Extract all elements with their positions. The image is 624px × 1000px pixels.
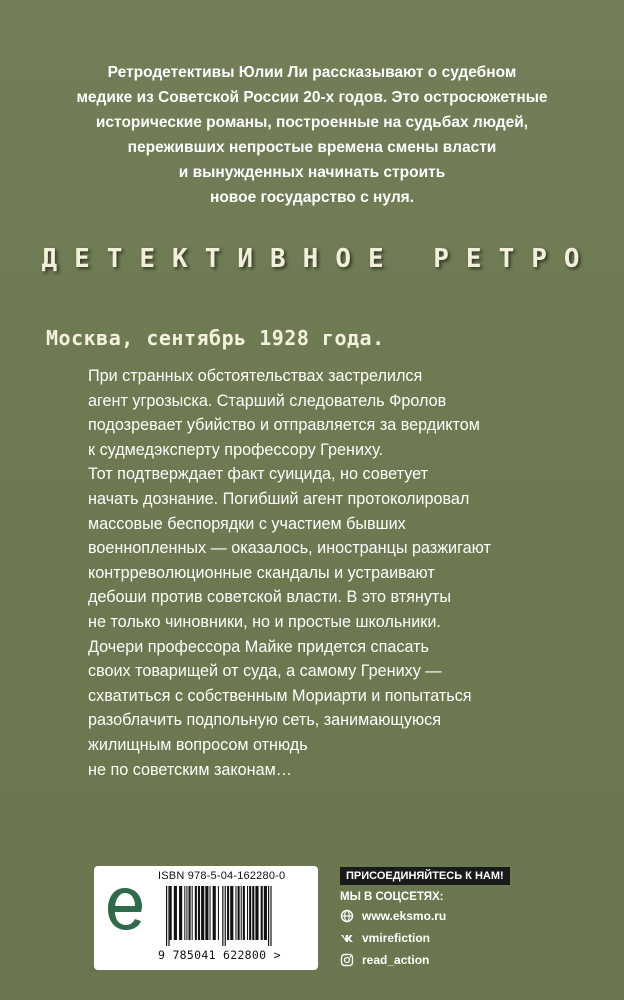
social-item-label: read_action [362, 953, 430, 967]
barcode-bar [170, 886, 172, 940]
blurb-line: Ретродетективы Юлии Ли рассказывают о судебном [107, 64, 517, 81]
vk-icon [340, 931, 354, 945]
barcode-bar [195, 886, 197, 940]
barcode-bar [227, 886, 229, 940]
isbn-barcode-box [94, 866, 318, 970]
publisher-logo-icon [106, 882, 144, 936]
barcode-bar [218, 886, 219, 940]
blurb-line: и вынужденных начинать строить [178, 164, 446, 181]
story-line: При странных обстоятельствах застрелился [88, 367, 423, 385]
social-item-label: www.eksmo.ru [362, 909, 447, 923]
story-line: массовые беспорядки с участием бывших [88, 514, 406, 533]
story-line: агент угрозыска. Старший следователь Фролов [88, 391, 447, 410]
barcode-bar [179, 886, 182, 940]
place-date-heading: Москва, сентябрь 1928 года. [46, 326, 385, 350]
barcode-bar [238, 886, 240, 940]
story-line: начать дознание. Погибший агент протоколировал [88, 489, 470, 508]
social-block [340, 866, 530, 969]
join-us-banner: ПРИСОЕДИНЯЙТЕСЬ К НАМ! [340, 867, 510, 885]
barcode-bar [241, 886, 242, 940]
story-line: не только чиновники, но и простые школьники. [88, 612, 441, 631]
barcode-bar [205, 886, 208, 940]
series-blurb [60, 60, 564, 210]
blurb-line: новое государство с нуля. [209, 189, 415, 206]
blurb-line: переживших непростые времена смены власти [127, 139, 497, 156]
blurb-line: исторические романы, построенные на судьбах людей, [95, 114, 529, 131]
barcode-bar [222, 886, 223, 946]
story-summary [88, 364, 578, 782]
barcode-bar [243, 886, 245, 940]
barcode-bar [264, 886, 267, 940]
isbn-label: ISBN 978-5-04-162280-0 [158, 870, 286, 882]
barcode-bar [184, 886, 185, 940]
story-line: не по советским законам… [88, 760, 292, 779]
barcode-bar [168, 886, 169, 946]
story-line: своих товарищей от суда, а самому Грениху — [88, 662, 442, 681]
social-item-instagram[interactable] [340, 951, 530, 969]
barcode-bar [213, 886, 216, 940]
story-line: к судмедэксперту профессору Грениху. [88, 440, 384, 459]
barcode-bar [225, 886, 226, 946]
barcode-bar [270, 886, 271, 946]
story-line: разоблачить подпольную сеть, занимающуюся [88, 711, 442, 730]
barcode-bar [210, 886, 211, 940]
barcode-bar [174, 886, 177, 940]
barcode-bar [249, 886, 251, 940]
story-line: дебоши против советской власти. В это втянуты [88, 588, 451, 607]
barcode-bar [198, 886, 200, 940]
barcode-bar [255, 886, 258, 940]
story-line: подозревает убийство и отправляется за вердиктом [88, 416, 480, 435]
barcode-bar [186, 886, 187, 940]
story-line: Тот подтверждает факт суицида, но советует [88, 465, 428, 484]
barcode-bar [252, 886, 254, 940]
instagram-icon [340, 953, 354, 967]
barcode-bar [230, 886, 233, 940]
story-line: жилищным вопросом отнюдь [88, 735, 308, 754]
barcode-bar [247, 886, 248, 940]
social-item-label: vmirefiction [362, 931, 431, 945]
barcode-bar [189, 886, 191, 940]
social-item-website[interactable] [340, 907, 530, 925]
barcode [164, 886, 300, 946]
globe-icon [340, 909, 354, 923]
story-line: военнопленных — оказалось, иностранцы разжигают [88, 539, 491, 558]
barcode-digits: 9 785041 622800 > [158, 948, 281, 962]
story-line: Дочери профессора Майке придется спасать [88, 637, 429, 656]
barcode-bar [268, 886, 269, 946]
social-item-vk[interactable] [340, 929, 530, 947]
story-line: схватиться с собственным Мориарти и попытаться [88, 686, 472, 705]
barcode-bar [166, 886, 167, 946]
barcode-bar [261, 886, 263, 940]
social-heading: МЫ В СОЦСЕТЯХ: [340, 891, 444, 903]
barcode-bar [201, 886, 204, 940]
series-title: ДЕТЕКТИВНОЕ РЕТРО [41, 244, 597, 274]
barcode-bar [235, 886, 236, 940]
barcode-bar [192, 886, 193, 940]
blurb-line: медике из Советской России 20-х годов. Это остросюжетные [76, 89, 548, 106]
story-line: контрреволюционные скандалы и устраивают [88, 563, 435, 582]
